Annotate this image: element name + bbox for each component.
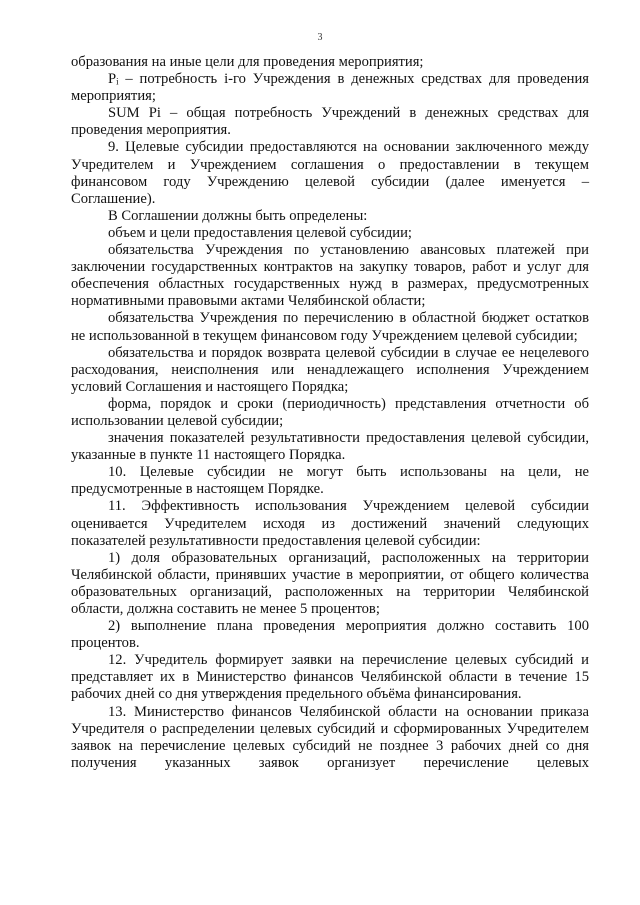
paragraph: обязательства Учреждения по перечислению в областной бюджет остатков не использованной в текущем финансовом году Учреждением целевой субсидии; [71, 310, 589, 344]
paragraph: обязательства и порядок возврата целевой субсидии в случае ее нецелевого расходования, неисполнения или ненадлежащего исполнения Учреждением условий Соглашения и настоящего Порядка; [71, 344, 589, 395]
paragraph: В Соглашении должны быть определены: [108, 207, 368, 224]
paragraph: обязательства Учреждения по установлению авансовых платежей при заключении государственных контрактов на закупку товаров, работ и услуг для обеспечения областных государственных нужд в размерах, предусмотренных нормативными правовыми актами Челябинской области; [71, 242, 589, 310]
paragraph: 1) доля образовательных организаций, расположенных на территории Челябинской области, принявших участие в мероприятии, от общего количества образовательных организаций, расположенных на территории Челябинской области, должна составить не менее 5 процентов; [71, 549, 589, 617]
paragraph: объем и цели предоставления целевой субсидии; [108, 224, 412, 241]
paragraph: 10. Целевые субсидии не могут быть использованы на цели, не предусмотренные в настоящем Порядке. [71, 464, 589, 498]
paragraph: образования на иные цели для проведения мероприятия; [71, 54, 424, 70]
paragraph: 12. Учредитель формирует заявки на перечисление целевых субсидий и представляет их в Министерство финансов Челябинской области в течение 15 рабочих дней со дня утверждения предельного объёма финансирования. [71, 652, 589, 703]
paragraph: 13. Министерство финансов Челябинской области на основании приказа Учредителя о распределении целевых субсидий и сформированных Учредителем заявок на перечисление целевых субсидий не позднее 3 рабочих дней со дня получения указанных заявок организует перечисление целевых [71, 703, 589, 771]
page-number: 3 [317, 32, 323, 43]
paragraph: Pᵢ – потребность i-го Учреждения в денежных средствах для проведения мероприятия; [71, 71, 589, 105]
paragraph: значения показателей результативности предоставления целевой субсидии, указанные в пункте 11 настоящего Порядка. [71, 430, 589, 464]
paragraph: 11. Эффективность использования Учреждением целевой субсидии оценивается Учредителем исходя из достижений значений следующих показателей результативности предоставления целевой субсидии: [71, 498, 589, 549]
paragraph: SUM Pi – общая потребность Учреждений в денежных средствах для проведения мероприятия. [71, 105, 589, 139]
document-body [71, 54, 589, 772]
paragraph: форма, порядок и сроки (периодичность) представления отчетности об использовании целевой субсидии; [71, 395, 589, 429]
paragraph: 9. Целевые субсидии предоставляются на основании заключенного между Учредителем и Учреждением соглашения о предоставлении в текущем финансовом году Учреждению целевой субсидии (далее именуется – Соглашение). [71, 139, 589, 207]
paragraph: 2) выполнение плана проведения мероприятия должно составить 100 процентов. [71, 618, 589, 652]
